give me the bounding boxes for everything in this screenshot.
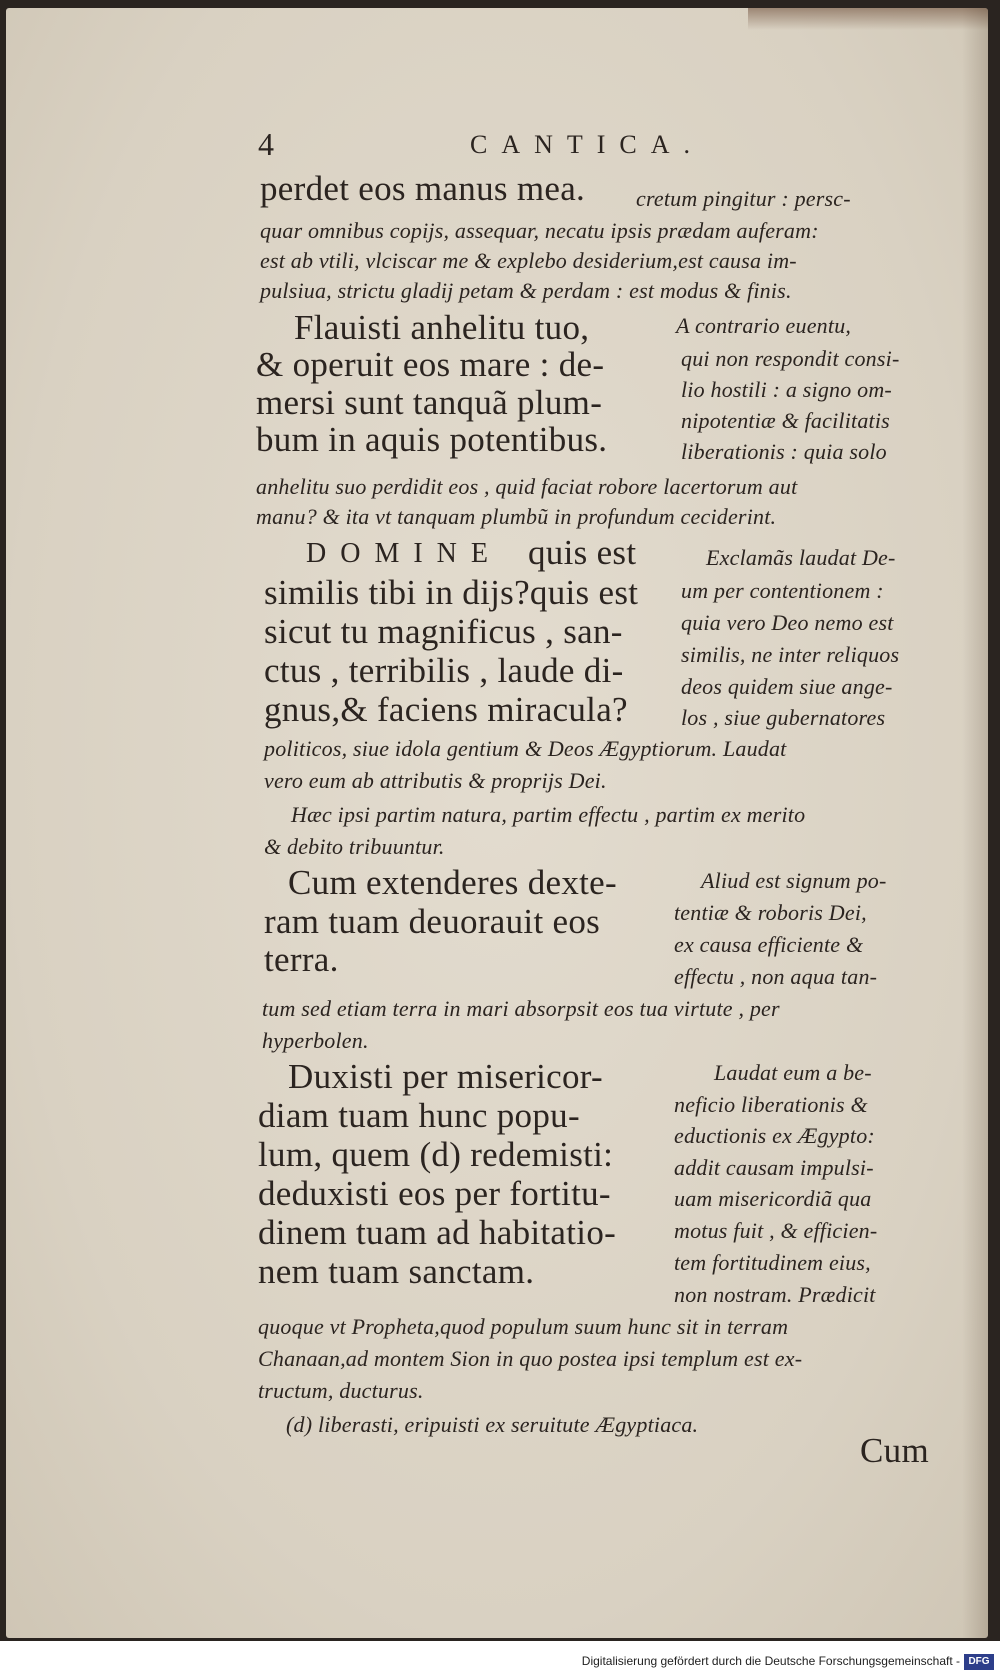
margin-note-line: quia vero Deo nemo est	[681, 610, 894, 635]
verse-line: gnus,& faciens miracula?	[264, 690, 628, 729]
verse-line: lum, quem (d) redemisti:	[258, 1135, 614, 1174]
verse-line: & operuit eos mare : de-	[256, 345, 605, 384]
dfg-logo: DFG	[964, 1654, 994, 1670]
commentary-line: tructum, ducturus.	[258, 1378, 424, 1403]
verse-line: bum in aquis potentibus.	[256, 420, 608, 459]
margin-note-line: nipotentiæ & facilitatis	[681, 408, 890, 433]
verse-line: Flauisti anhelitu tuo,	[294, 308, 590, 347]
margin-note-line: neficio liberationis &	[674, 1092, 868, 1117]
verse-line: terra.	[264, 940, 339, 979]
catchword: Cum	[860, 1431, 929, 1470]
margin-note-line: Laudat eum a be-	[714, 1060, 872, 1085]
verse-line: Duxisti per misericor-	[288, 1057, 603, 1096]
commentary-line: vero eum ab attributis & proprijs Dei.	[264, 768, 607, 793]
commentary-line: cretum pingitur : persc-	[636, 186, 851, 211]
verse-line: perdet eos manus mea.	[260, 169, 586, 208]
margin-note-line: lio hostili : a signo om-	[681, 377, 892, 402]
commentary-line: anhelitu suo perdidit eos , quid faciat robore lacertorum aut	[256, 474, 798, 499]
verse-line: sicut tu magnificus , san-	[264, 612, 623, 651]
commentary-line: hyperbolen.	[262, 1028, 369, 1053]
book-page	[6, 8, 988, 1638]
commentary-line: manu? & ita vt tanquam plumbũ in profundum ceciderint.	[256, 504, 777, 529]
page-stain	[748, 8, 988, 30]
commentary-line: quoque vt Propheta,quod populum suum hunc sit in terram	[258, 1314, 789, 1339]
verse-line: dinem tuam ad habitatio-	[258, 1213, 617, 1252]
verse-line: quis est	[528, 533, 637, 572]
commentary-line: tum sed etiam terra in mari absorpsit eos tua virtute , per	[262, 996, 780, 1021]
margin-note-line: qui non respondit consi-	[681, 346, 900, 371]
verse-line: ctus , terribilis , laude di-	[264, 651, 624, 690]
domine-smallcaps: DOMINE	[306, 538, 502, 569]
verse-line: nem tuam sanctam.	[258, 1252, 535, 1291]
margin-note-line: deos quidem siue ange-	[681, 674, 893, 699]
margin-note-line: uam misericordiã qua	[674, 1186, 872, 1211]
running-title: CANTICA.	[470, 130, 705, 159]
verse-line: deduxisti eos per fortitu-	[258, 1174, 611, 1213]
verse-line: mersi sunt tanquã plum-	[256, 383, 603, 422]
commentary-line: & debito tribuuntur.	[264, 834, 445, 859]
margin-note-line: non nostram. Prædicit	[674, 1282, 876, 1307]
commentary-line: quar omnibus copijs, assequar, necatu ipsis prædam auferam:	[260, 218, 819, 243]
margin-note-line: tentiæ & roboris Dei,	[674, 900, 867, 925]
margin-note-line: liberationis : quia solo	[681, 439, 887, 464]
margin-note-line: Aliud est signum po-	[701, 868, 887, 893]
margin-note-line: effectu , non aqua tan-	[674, 964, 878, 989]
commentary-line: politicos, siue idola gentium & Deos Ægyptiorum. Laudat	[264, 736, 787, 761]
commentary-line: Chanaan,ad montem Sion in quo postea ipsi templum est ex-	[258, 1346, 803, 1371]
margin-note-line: tem fortitudinem eius,	[674, 1250, 871, 1275]
verse-line: diam tuam hunc popu-	[258, 1096, 580, 1135]
verse-line: similis tibi in dijs?quis est	[264, 573, 639, 612]
commentary-line: est ab vtili, vlciscar me & explebo desiderium,est causa im-	[260, 248, 797, 273]
margin-note-line: um per contentionem :	[681, 578, 884, 603]
margin-note-line: similis, ne inter reliquos	[681, 642, 900, 667]
page-edge-shadow	[962, 8, 988, 1638]
margin-note-line: eductionis ex Ægypto:	[674, 1123, 875, 1148]
margin-note-line: A contrario euentu,	[676, 313, 852, 338]
commentary-line: pulsiua, strictu gladij petam & perdam : est modus & finis.	[260, 278, 792, 303]
margin-note-line: motus fuit , & efficien-	[674, 1218, 878, 1243]
verse-line: Cum extenderes dexte-	[288, 863, 617, 902]
margin-note-line: addit causam impulsi-	[674, 1155, 874, 1180]
footnote: (d) liberasti, eripuisti ex seruitute Ægyptiaca.	[286, 1412, 699, 1437]
page-number: 4	[258, 126, 274, 162]
funding-credit: Digitalisierung gefördert durch die Deutsche Forschungsgemeinschaft -	[581, 1654, 960, 1668]
margin-note-line: Exclamãs laudat De-	[706, 545, 896, 570]
verse-line: ram tuam deuorauit eos	[264, 902, 601, 941]
digitization-footer	[0, 1641, 1000, 1677]
commentary-line: Hæc ipsi partim natura, partim effectu , partim ex merito	[291, 802, 806, 827]
margin-note-line: los , siue gubernatores	[681, 705, 886, 730]
margin-note-line: ex causa efficiente &	[674, 932, 864, 957]
